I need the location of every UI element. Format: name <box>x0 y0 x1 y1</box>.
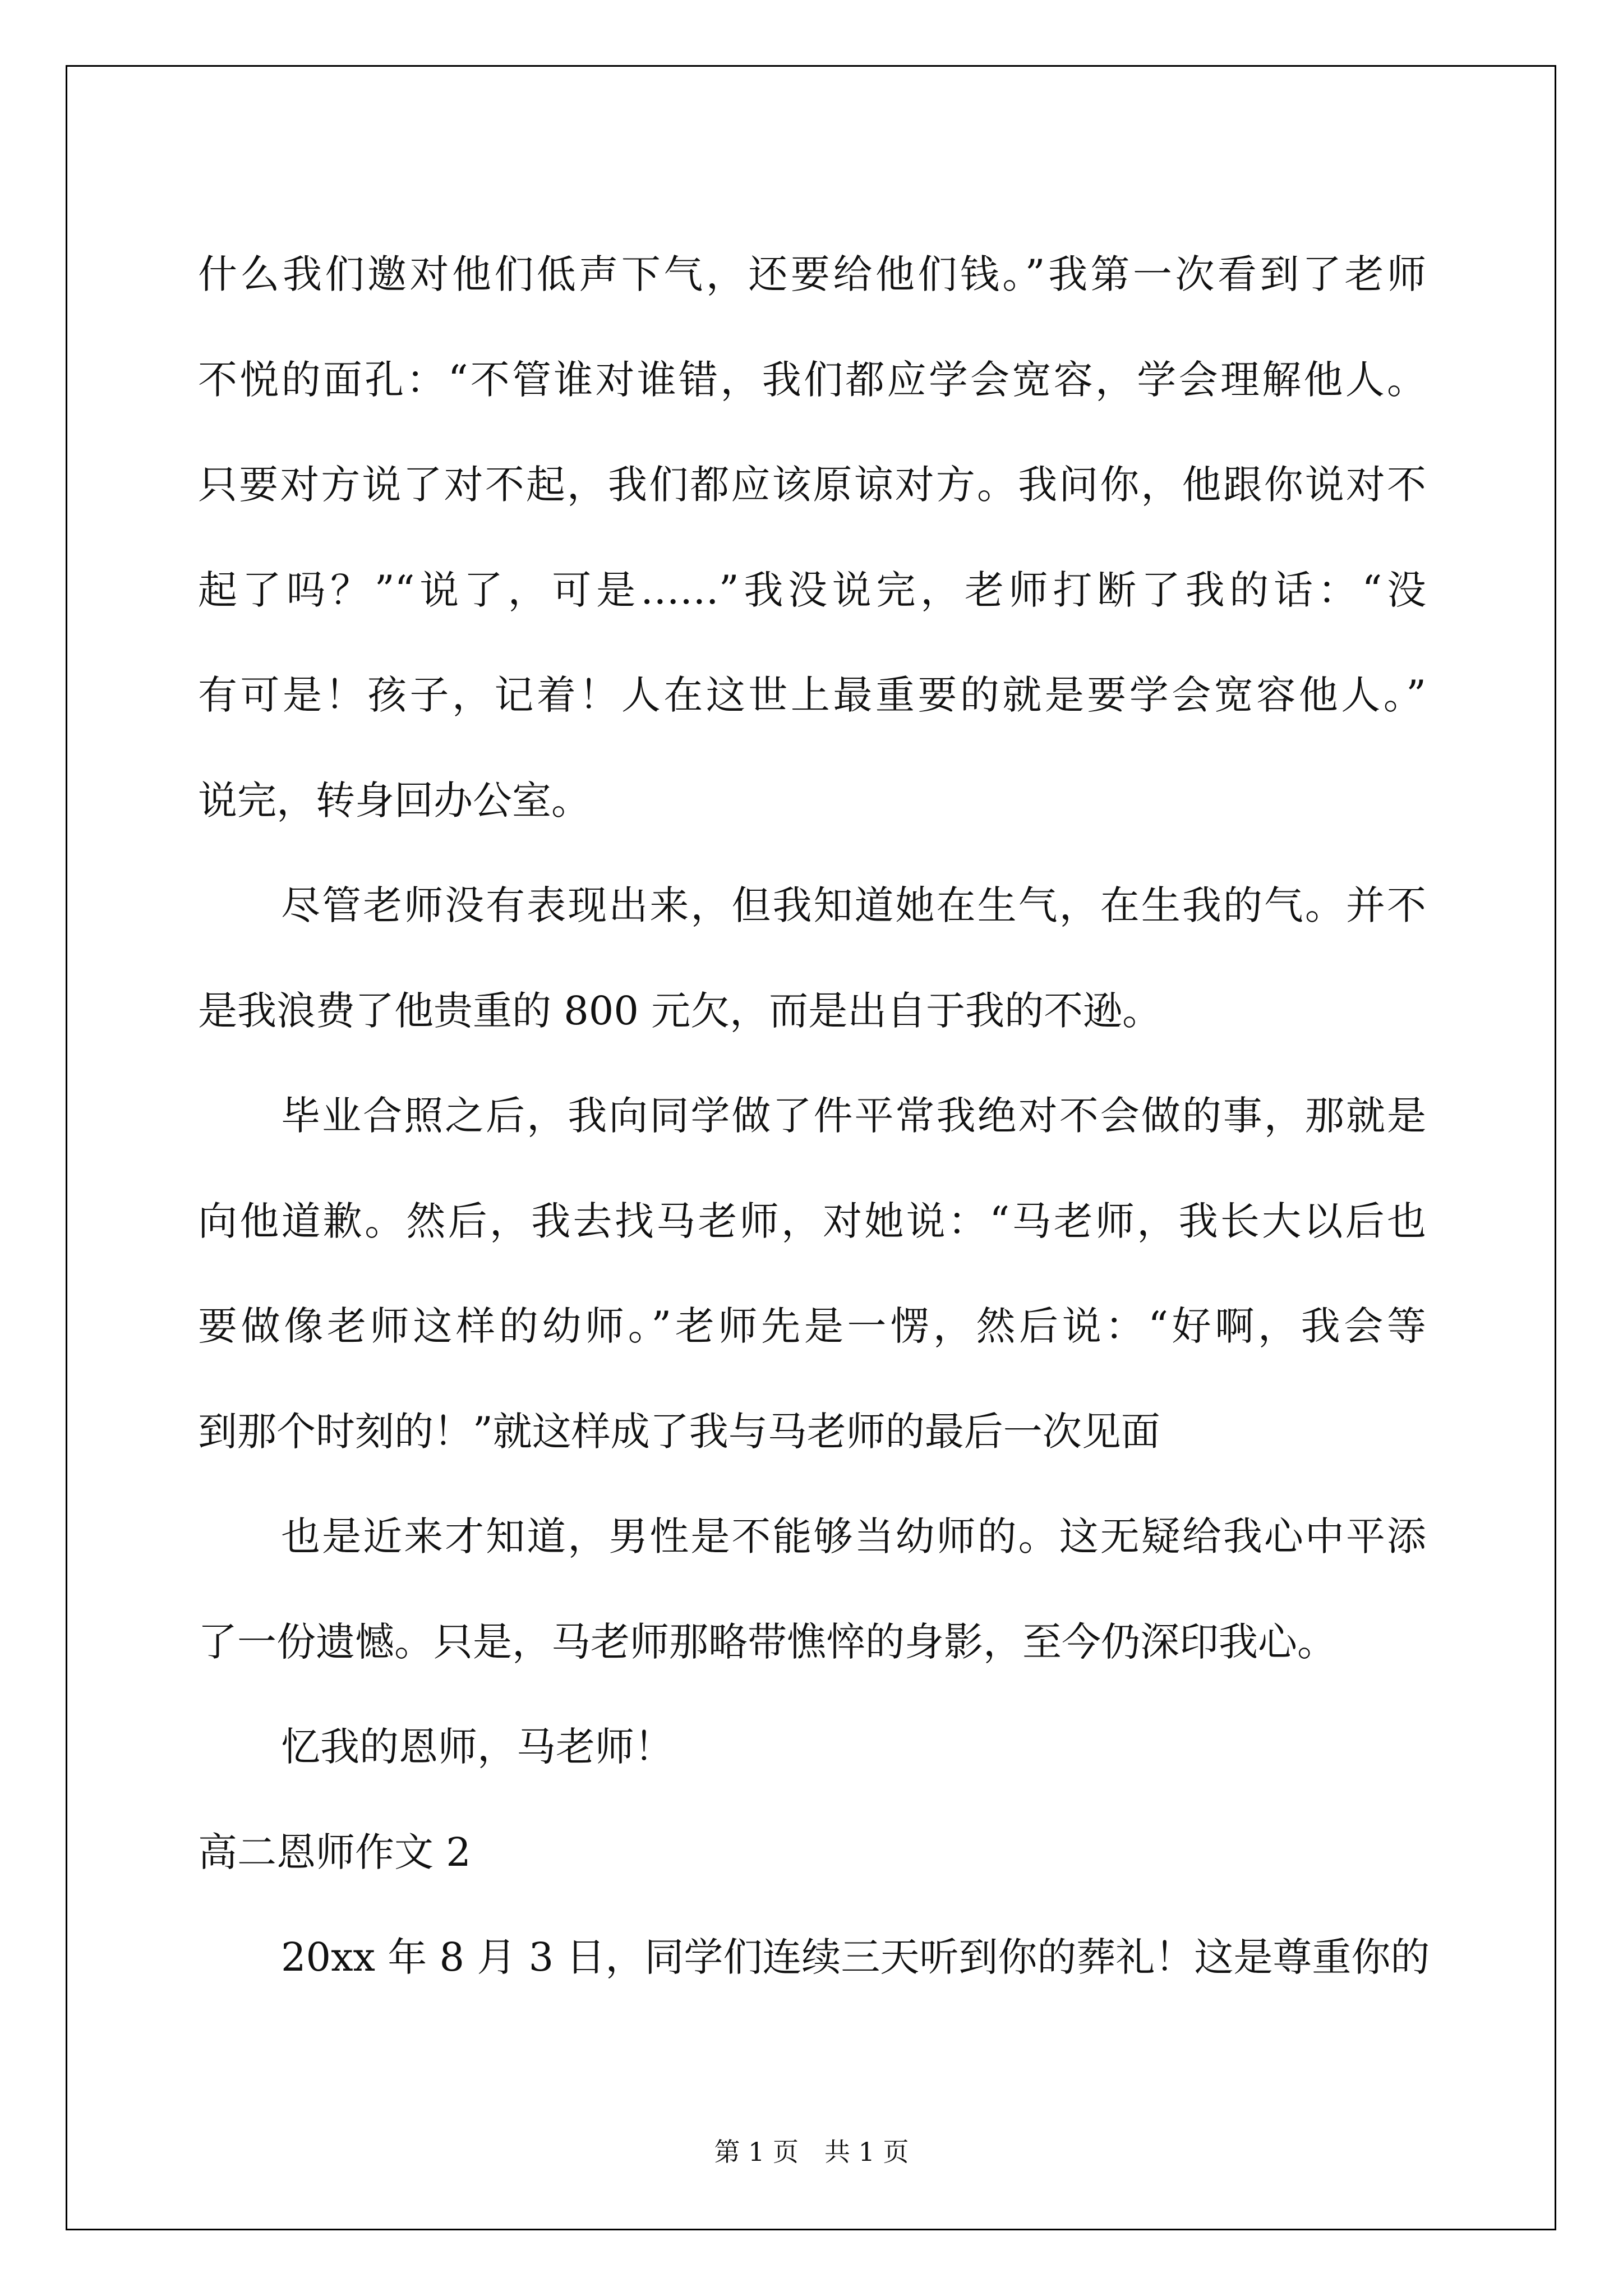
document-body <box>198 219 1430 2007</box>
text-line: 有可是！孩子，记着！人在这世上最重要的就是要学会宽容他人。” <box>198 672 1426 719</box>
text-line: 只要对方说了对不起，我们都应该原谅对方。我问你，他跟你说对不 <box>198 462 1426 508</box>
paragraph-start-line: 忆我的恩师，马老师！ <box>281 1724 674 1770</box>
paragraph-start-line: 毕业合照之后，我向同学做了件平常我绝对不会做的事，那就是 <box>281 1093 1426 1139</box>
section-heading: 高二恩师作文 2 <box>198 1829 471 1875</box>
text-line: 向他道歉。然后，我去找马老师，对她说：“马老师，我长大以后也 <box>198 1198 1426 1244</box>
text-line: 说完，转身回办公室。 <box>198 777 591 823</box>
page-footer: 第 1 页 共 1 页 <box>714 2137 909 2167</box>
paragraph-start-line: 尽管老师没有表现出来，但我知道她在生气，在生我的气。并不 <box>281 882 1426 929</box>
text-line: 了一份遗憾。只是，马老师那略带憔悴的身影，至今仍深印我心。 <box>198 1618 1336 1665</box>
paragraph-start-line: 也是近来才知道，男性是不能够当幼师的。这无疑给我心中平添 <box>281 1513 1426 1560</box>
paragraph-start-line: 20xx 年 8 月 3 日，同学们连续三天听到你的葬礼！这是尊重你的 <box>281 1934 1430 1981</box>
text-line: 要做像老师这样的幼师。”老师先是一愣，然后说：“好啊，我会等 <box>198 1303 1426 1350</box>
text-line: 到那个时刻的！”就这样成了我与马老师的最后一次见面 <box>198 1408 1160 1455</box>
text-line: 不悦的面孔：“不管谁对谁错，我们都应学会宽容，学会理解他人。 <box>198 356 1426 403</box>
text-line: 起了吗？”“说了，可是……”我没说完，老师打断了我的话：“没 <box>198 567 1426 613</box>
text-line: 是我浪费了他贵重的 800 元欠，而是出自于我的不逊。 <box>198 987 1162 1034</box>
text-line: 什么我们邀对他们低声下气，还要给他们钱。”我第一次看到了老师 <box>198 251 1426 298</box>
